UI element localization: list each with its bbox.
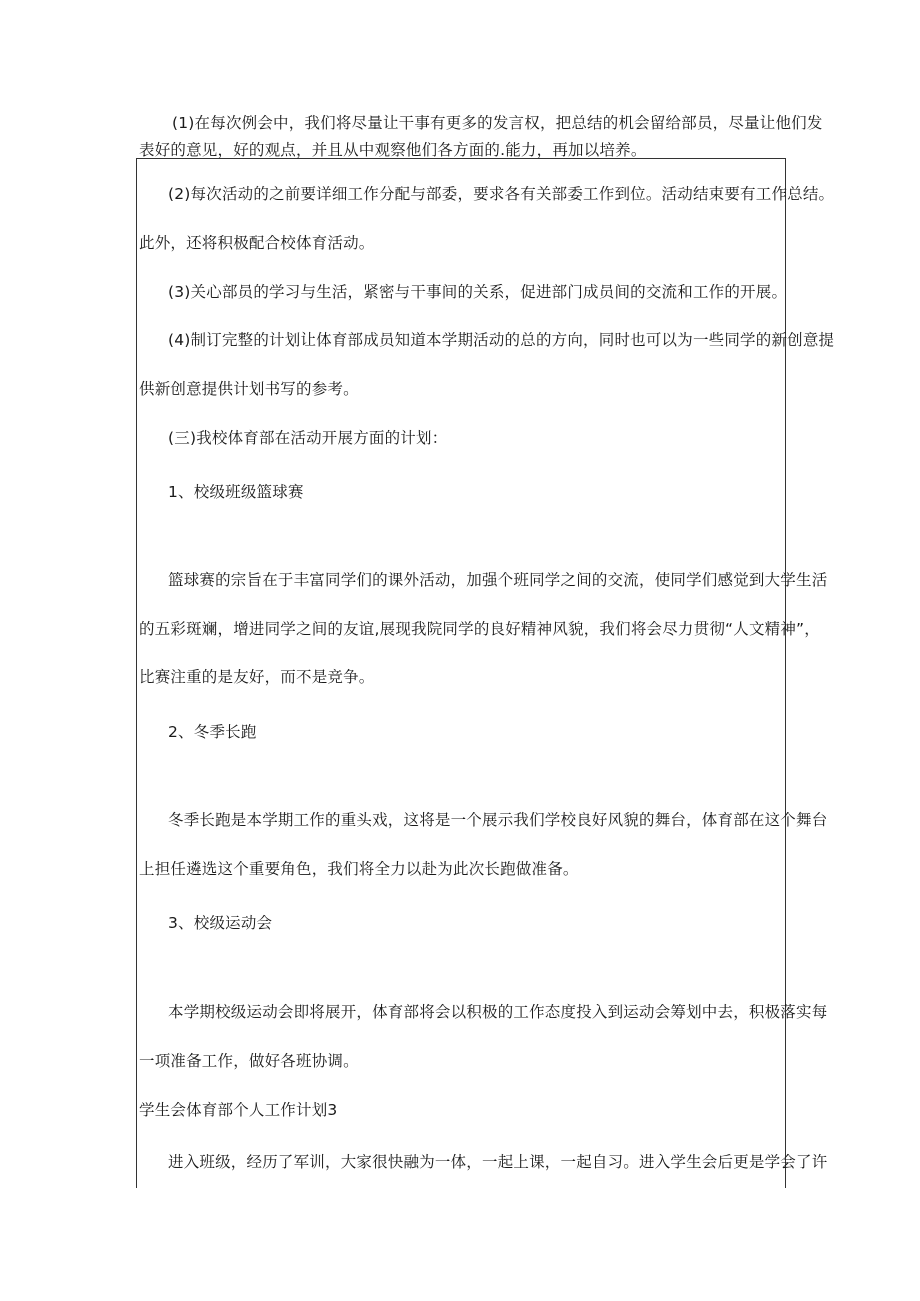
text-line: 此外，还将积极配合校体育活动。 — [139, 234, 375, 252]
section-heading: (三)我校体育部在活动开展方面的计划： — [168, 429, 448, 447]
text-line: 本学期校级运动会即将展开，体育部将会以积极的工作态度投入到运动会筹划中去，积极落实每 — [168, 1003, 828, 1021]
document-frame-right — [785, 158, 786, 1188]
text-line: 上担任遴选这个重要角色，我们将全力以赴为此次长跑做准备。 — [139, 860, 579, 878]
text-line: 冬季长跑是本学期工作的重头戏，这将是一个展示我们学校良好风貌的舞台，体育部在这个舞台 — [168, 811, 828, 829]
text-line: 篮球赛的宗旨在于丰富同学们的课外活动，加强个班同学之间的交流，使同学们感觉到大学生活 — [168, 571, 828, 589]
text-line: 进入班级，经历了军训，大家很快融为一体，一起上课，一起自习。进入学生会后更是学会了许 — [168, 1153, 828, 1171]
text-line: 一项准备工作，做好各班协调。 — [139, 1052, 359, 1070]
text-line: 比赛注重的是友好，而不是竞争。 — [139, 668, 375, 686]
text-line: 供新创意提供计划书写的参考。 — [139, 380, 359, 398]
text-line: (3)关心部员的学习与生活，紧密与干事间的关系，促进部门成员间的交流和工作的开展。 — [168, 283, 788, 301]
document-frame-left — [136, 158, 137, 1188]
text-line: (2)每次活动的之前要详细工作分配与部委，要求各有关部委工作到位。活动结束要有工作总结。 — [168, 185, 835, 203]
text-line: (1)在每次例会中，我们将尽量让干事有更多的发言权，把总结的机会留给部员，尽量让他们发 — [172, 114, 823, 132]
subsection-heading: 1、校级班级篮球赛 — [168, 483, 304, 501]
subsection-heading: 3、校级运动会 — [168, 914, 273, 932]
subsection-heading: 2、冬季长跑 — [168, 723, 257, 741]
text-line: 的五彩斑斓，增进同学之间的友谊,展现我院同学的良好精神风貌，我们将会尽力贯彻“人文精神”， — [139, 620, 820, 638]
text-line: (4)制订完整的计划让体育部成员知道本学期活动的总的方向，同时也可以为一些同学的新创意提 — [168, 331, 835, 349]
text-line: 表好的意见，好的观点，并且从中观察他们各方面的.能力，再加以培养。 — [139, 141, 647, 159]
document-title: 学生会体育部个人工作计划3 — [139, 1101, 338, 1119]
